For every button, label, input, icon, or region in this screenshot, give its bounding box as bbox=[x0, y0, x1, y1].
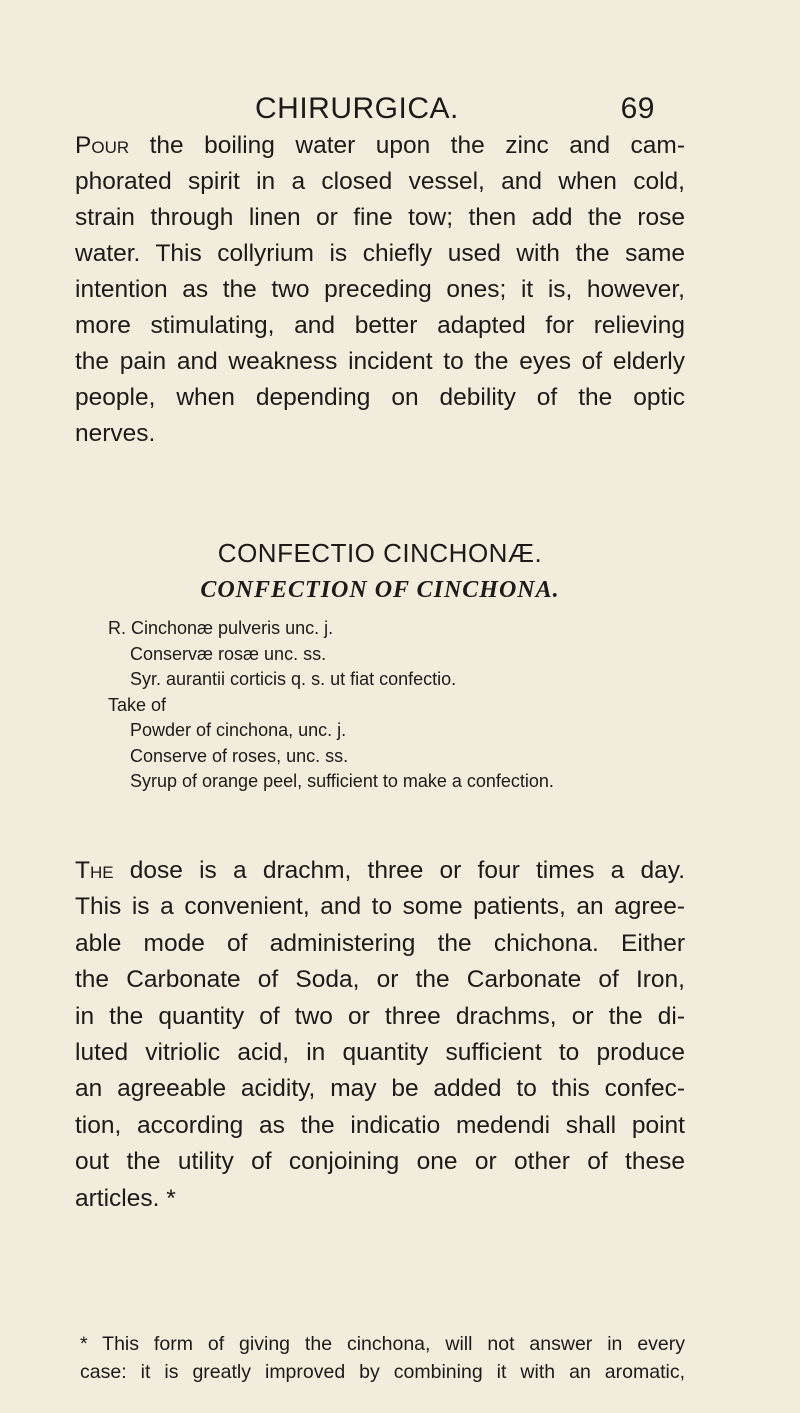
paragraph-line: water. This collyrium is chiefly used with the same bbox=[75, 240, 685, 267]
paragraph-dose bbox=[75, 853, 685, 1217]
recipe-line: Conserve of roses, unc. ss. bbox=[130, 745, 349, 766]
paragraph-line: tion, according as the indicatio medendi shall point bbox=[75, 1111, 685, 1139]
paragraph-line: Pour the boiling water upon the zinc and cam- bbox=[75, 132, 685, 159]
footnote-line: case: it is greatly improved by combining it with an aromatic, bbox=[80, 1361, 685, 1383]
section-subheading: CONFECTION OF CINCHONA. bbox=[200, 577, 560, 603]
lead-word: Pour bbox=[75, 132, 130, 159]
paragraph-line: luted vitriolic acid, in quantity sufficient to produce bbox=[75, 1039, 685, 1067]
footnote bbox=[80, 1330, 685, 1386]
paragraph-line: intention as the two preceding ones; it is, however, bbox=[75, 276, 685, 303]
recipe-line: Syr. aurantii corticis q. s. ut fiat confectio. bbox=[130, 669, 457, 689]
recipe-line: R. Cinchonæ pulveris unc. j. bbox=[108, 618, 334, 638]
page-number: 69 bbox=[620, 92, 655, 125]
recipe-line: Conservæ rosæ unc. ss. bbox=[130, 643, 327, 664]
paragraph-pour bbox=[75, 128, 685, 452]
recipe-line: Powder of cinchona, unc. j. bbox=[130, 720, 347, 740]
recipe-line: Syrup of orange peel, sufficient to make a confection. bbox=[130, 771, 554, 791]
recipe-line: Take of bbox=[108, 694, 167, 715]
recipe-block bbox=[108, 616, 698, 795]
footnote-line: * This form of giving the cinchona, will not answer in every bbox=[80, 1333, 685, 1355]
paragraph-line: people, when depending on debility of the optic bbox=[75, 384, 685, 411]
paragraph-line: out the utility of conjoining one or other of these bbox=[75, 1148, 685, 1176]
lead-word: The bbox=[75, 857, 114, 884]
paragraph-line: an agreeable acidity, may be added to this confec- bbox=[75, 1075, 685, 1103]
paragraph-line: the pain and weakness incident to the eyes of elderly bbox=[75, 348, 685, 375]
paragraph-line: nerves. bbox=[75, 420, 156, 447]
running-title: CHIRURGICA. bbox=[255, 92, 459, 125]
paragraph-line: articles. * bbox=[75, 1184, 176, 1212]
paragraph-line: in the quantity of two or three drachms, or the di- bbox=[75, 1002, 685, 1030]
section-heading: CONFECTIO CINCHONÆ. bbox=[217, 538, 543, 568]
paragraph-line: the Carbonate of Soda, or the Carbonate of Iron, bbox=[75, 966, 685, 994]
paragraph-line: more stimulating, and better adapted for relieving bbox=[75, 312, 685, 339]
paragraph-line: The dose is a drachm, three or four times a day. bbox=[75, 857, 685, 884]
paragraph-line: This is a convenient, and to some patients, an agree- bbox=[75, 893, 685, 921]
paragraph-line: phorated spirit in a closed vessel, and when cold, bbox=[75, 168, 685, 195]
paragraph-line: able mode of administering the chichona. Either bbox=[75, 929, 685, 957]
paragraph-line: strain through linen or fine tow; then add the rose bbox=[75, 204, 685, 231]
